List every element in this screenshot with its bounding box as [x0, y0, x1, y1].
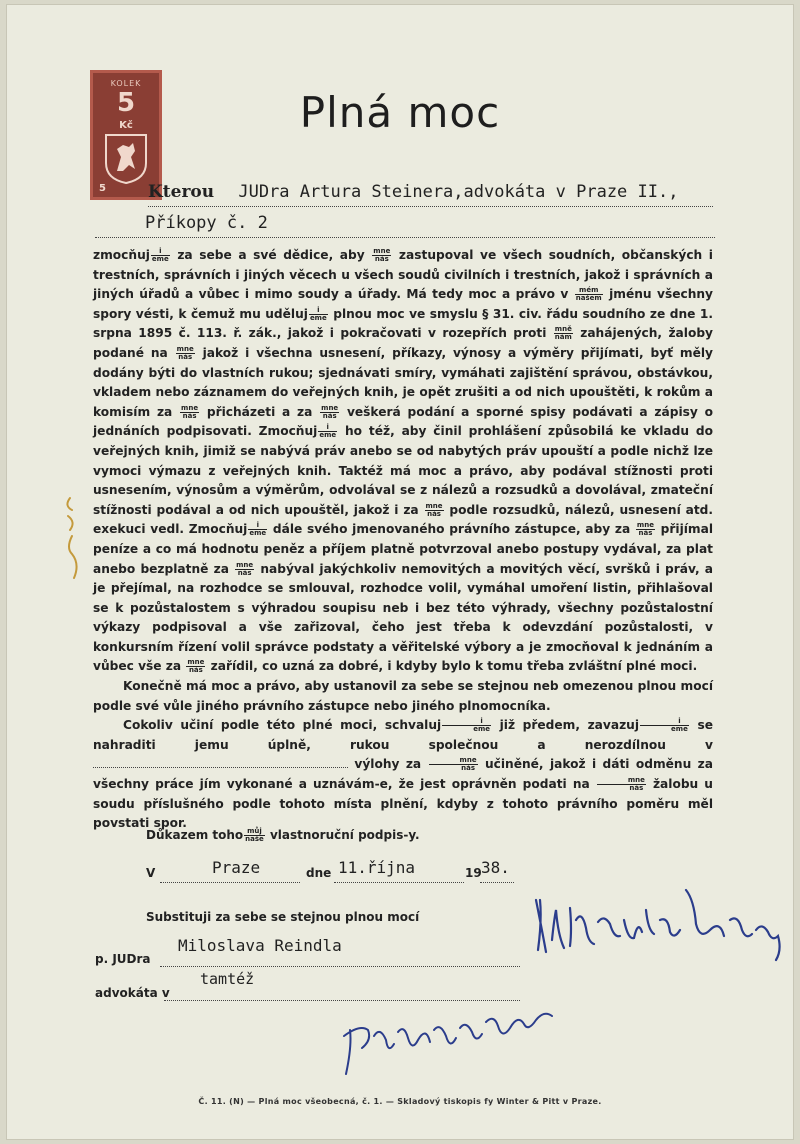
grantee-name: JUDra Artura Steinera,advokáta v Praze II., — [238, 182, 679, 202]
fraction-i-eme: $\frac{i}{\text{eme}}$ — [319, 423, 337, 440]
substitution-label-advokata: advokáta v — [95, 986, 170, 1000]
substitute-signature — [338, 996, 560, 1082]
blank-line — [93, 755, 348, 768]
date-place-line — [160, 882, 300, 883]
substitution-place: tamtéž — [200, 970, 255, 988]
text-segment: dále svého jmenovaného právního zástupce, aby za — [272, 522, 631, 537]
fraction-i-eme: $\frac{i}{\text{eme}}$ — [151, 247, 169, 263]
fraction-mne-nam: $\frac{\text{mně}}{\text{nám}}$ — [554, 325, 572, 342]
text-segment: za sebe a své dědice, aby — [177, 248, 365, 262]
substitution-name: Miloslava Reindla — [178, 936, 342, 955]
text-segment: plnou moc ve smyslu § 31. civ. řádu soudního ze dne 1. srpna 1895 č. 113. ř. zák., jakož i pokračovati v rozepřích proti — [93, 306, 713, 341]
fraction-muj-nase: $\frac{\text{můj}}{\text{naše}}$ — [245, 827, 264, 843]
fraction-i-eme: $\frac{i}{\text{eme}}$ — [249, 521, 267, 538]
text-segment: zastupoval ve všech soudních, občanských i trestních, správních i jiných věcech u všech soudů civilních i trestních, jakož i správních a jiných úřadů a vůbec i mimo soudy a úřady. Má tedy moc a právo v — [93, 248, 713, 302]
text-segment: učiněné, jakož i dáti odměnu za všechny práce jím vykonané a uznávám-e, že jest oprávněn podati na — [93, 757, 713, 792]
paragraph-substitution-right: Konečně má moc a právo, aby ustanovil za sebe se stejnou neb omezenou plnou mocí podle své vůle jiného právního zástupce nebo jiného plnomocníka. — [93, 679, 713, 713]
fraction-mne-nas: $\frac{\text{mne}}{\text{nás}}$ — [425, 501, 443, 518]
text-segment: zařídil, co uzná za dobré, i kdyby bylo k tomu třeba zvláštní plné moci. — [210, 659, 698, 674]
grantee-address-line — [95, 213, 715, 238]
proof-line — [146, 828, 420, 843]
substitution-name-line — [160, 966, 520, 967]
text-zmocnuj: zmocňuj — [93, 248, 150, 262]
date-day: 11.října — [338, 858, 416, 877]
date-year-prefix: 19 — [465, 866, 482, 880]
text-segment: jakož i všechna usnesení, příkazy, výnosy a výměry přijímati, byť měly dodány býti do vlastních rukou; sjednávati smíry, vymáhati zajištění správou, obstávkou, vkladem nebo záznamem do veřejných knih, je opět zrušiti a od nich upouštěti, k rokům a komisím za — [93, 345, 713, 419]
text-proof-a: Důkazem toho — [146, 828, 244, 842]
power-of-attorney-text — [93, 246, 713, 834]
principal-signature — [530, 880, 792, 990]
stamp-corner-value: 5 — [99, 183, 106, 194]
fraction-mne-nas: $\frac{\text{mne}}{\text{nás}}$ — [176, 344, 194, 361]
stamp-currency: Kč — [119, 120, 133, 131]
margin-pencil-marks — [60, 492, 86, 584]
lion-crest-icon — [103, 133, 149, 185]
date-dne-label: dne — [306, 866, 332, 880]
text-segment: přicházeti a za — [206, 404, 313, 419]
paragraph-main — [93, 246, 713, 677]
fraction-mne-nas: $\frac{\text{mne}}{\text{nás}}$ — [187, 658, 205, 675]
date-year-line — [480, 882, 514, 883]
document-title: Plná moc — [299, 88, 501, 137]
fraction-mne-nas: $\frac{\text{mne}}{\text{nás}}$ — [429, 757, 478, 772]
text-segment: nabýval jakýchkoliv nemovitých a movitých věcí, svršků i práv, a je přejímal, na rozhodce se smlouval, rozhodce volil, vymáhal umoření listin, přihlašoval se k pozůstalostem s výhradou soupisu neb i bez této výhrady, všechny pozůstalostní výkazy podpisoval a vše zařizoval, čeho jest třeba k odevzdání pozůstalosti, v konkursním řízení volil správce podstaty a věřitelské výbory a je zmocňoval k jednáním a vůbec vše za — [93, 561, 713, 674]
substitution-label-p: p. JUDra — [95, 952, 151, 966]
fraction-i-eme: $\frac{i}{\text{eme}}$ — [442, 718, 491, 733]
stamp-value: 5 — [116, 88, 136, 118]
grantee-name-line — [148, 182, 713, 207]
grantee-label: Kterou — [148, 182, 215, 202]
text-segment: zahájených, žaloby podané na — [93, 326, 713, 360]
fraction-mem-nasem: $\frac{\text{mém}}{\text{našem}}$ — [575, 286, 602, 303]
text-segment: se nahraditi jemu úplně, rukou společnou a nerozdílnou v — [93, 718, 713, 752]
text-segment: veškerá podání a sporné spisy podávati a zápisy o jednáních podpisovati. Zmocňuj — [93, 404, 713, 439]
fraction-mne-nas: $\frac{\text{mne}}{\text{nás}}$ — [321, 403, 339, 420]
grantee-address: Příkopy č. 2 — [145, 213, 268, 233]
fraction-i-eme: $\frac{i}{\text{eme}}$ — [309, 305, 327, 322]
date-v: V — [146, 866, 156, 880]
date-day-line — [334, 882, 464, 883]
text-segment: již předem, zavazuj — [499, 718, 640, 733]
text-segment: jménu všechny spory vésti, k čemuž mu uděluj — [93, 287, 713, 321]
text-segment: Cokoliv učiní podle této plné moci, schvaluj — [123, 718, 442, 733]
text-segment: přijímal peníze a co má hodnotu peněz a příjem platně potvrzoval anebo postupy vydával, za plat anebo bezplatně za — [93, 522, 714, 576]
stamp-top-text: KOLEK — [110, 79, 142, 88]
paragraph-expenses — [93, 716, 713, 834]
substitution-text: Substituji za sebe se stejnou plnou mocí — [146, 910, 420, 924]
fraction-mne-nas: $\frac{\text{mne}}{\text{nás}}$ — [636, 521, 654, 538]
text-proof-b: vlastnoruční podpis-y. — [269, 828, 420, 842]
text-segment: žalobu u soudu příslušného podle tohoto místa plnění, kdyby z tohoto právního poměru měl povstati spor. — [93, 777, 713, 831]
text-segment: výlohy za — [354, 757, 422, 772]
form-footer: Č. 11. (N) — Plná moc všeobecná, č. 1. — Skladový tiskopis fy Winter & Pitt v Praze. — [198, 1097, 602, 1106]
fraction-mne-nas: $\frac{\text{mne}}{\text{nás}}$ — [181, 403, 199, 420]
text-segment: podle rozsudků, nálezů, usnesení atd. exekuci vedl. Zmocňuj — [93, 502, 713, 537]
fraction-mne-nas: $\frac{\text{mne}}{\text{nás}}$ — [373, 247, 391, 263]
date-year-suffix: 38. — [481, 858, 510, 877]
text-segment: ho též, aby činil prohlášení způsobilá ke vkladu do veřejných knih, jimiž se nabývá práv anebo se od nabytých práv upouští a podle nichž lze vymoci výmazu z veřejných knih. Taktéž má moc a právo, aby podával stížnosti proti usnesením, výnosům a výměrům, odvolával se z nálezů a rozsudků a dovolával, zmateční stížnosti podával a od nich upouštěl, jakož i za — [93, 424, 713, 517]
fraction-mne-nas: $\frac{\text{mne}}{\text{nás}}$ — [236, 560, 254, 577]
fraction-mne-nas: $\frac{\text{mne}}{\text{nás}}$ — [597, 777, 646, 792]
date-place: Praze — [212, 858, 261, 877]
fraction-i-eme: $\frac{i}{\text{eme}}$ — [640, 718, 689, 733]
